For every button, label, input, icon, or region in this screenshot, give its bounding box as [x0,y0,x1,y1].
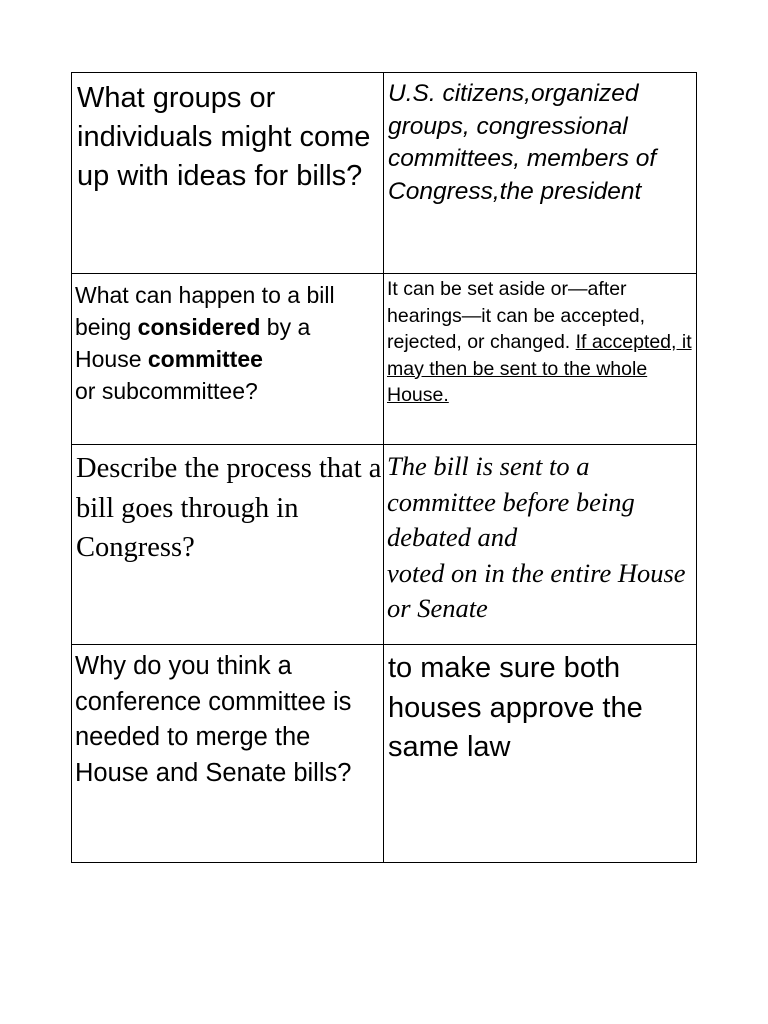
question-2-part2: by a House [75,314,311,372]
question-text-4: Why do you think a conference committee is needed to merge the House and Senate bills? [75,652,352,788]
question-cell-1 [72,73,384,274]
question-text-1: What groups or individuals might come up with ideas for bills? [77,82,371,192]
question-cell-2 [72,274,384,445]
question-cell-3 [72,445,384,645]
answer-text-2 [384,274,696,409]
answer-text-1: U.S. citizens,organized groups, congressional committees, members of Congress,the president [388,80,657,205]
answer-3-line2: voted on in the entire House or Senate [387,557,686,623]
question-2-part1: What can happen to a bill being [75,282,335,340]
question-text-2 [72,274,383,407]
table-row [72,645,697,863]
answer-2-underlined: If accepted, it may then be sent to the whole House. [387,331,692,406]
answer-cell-4 [384,645,697,863]
answer-2-plain: It can be set aside or—after hearings—it can be accepted, rejected, or changed. [387,278,645,353]
answer-cell-1 [384,73,697,274]
question-2-part3: or subcommittee? [75,378,258,404]
answer-3-line1: The bill is sent to a committee before being debated and [387,451,635,552]
answer-cell-2 [384,274,697,445]
table-row [72,274,697,445]
answer-cell-3 [384,445,697,645]
table-row [72,445,697,645]
table-row [72,73,697,274]
answer-text-4: to make sure both houses approve the same law [388,652,643,763]
flashcard-table [71,72,697,863]
question-cell-4 [72,645,384,863]
answer-text-3 [384,445,696,627]
question-text-3: Describe the process that a bill goes through in Congress? [76,453,382,563]
question-2-bold-committee: committee [147,346,263,372]
question-2-bold-considered: considered [137,314,261,340]
